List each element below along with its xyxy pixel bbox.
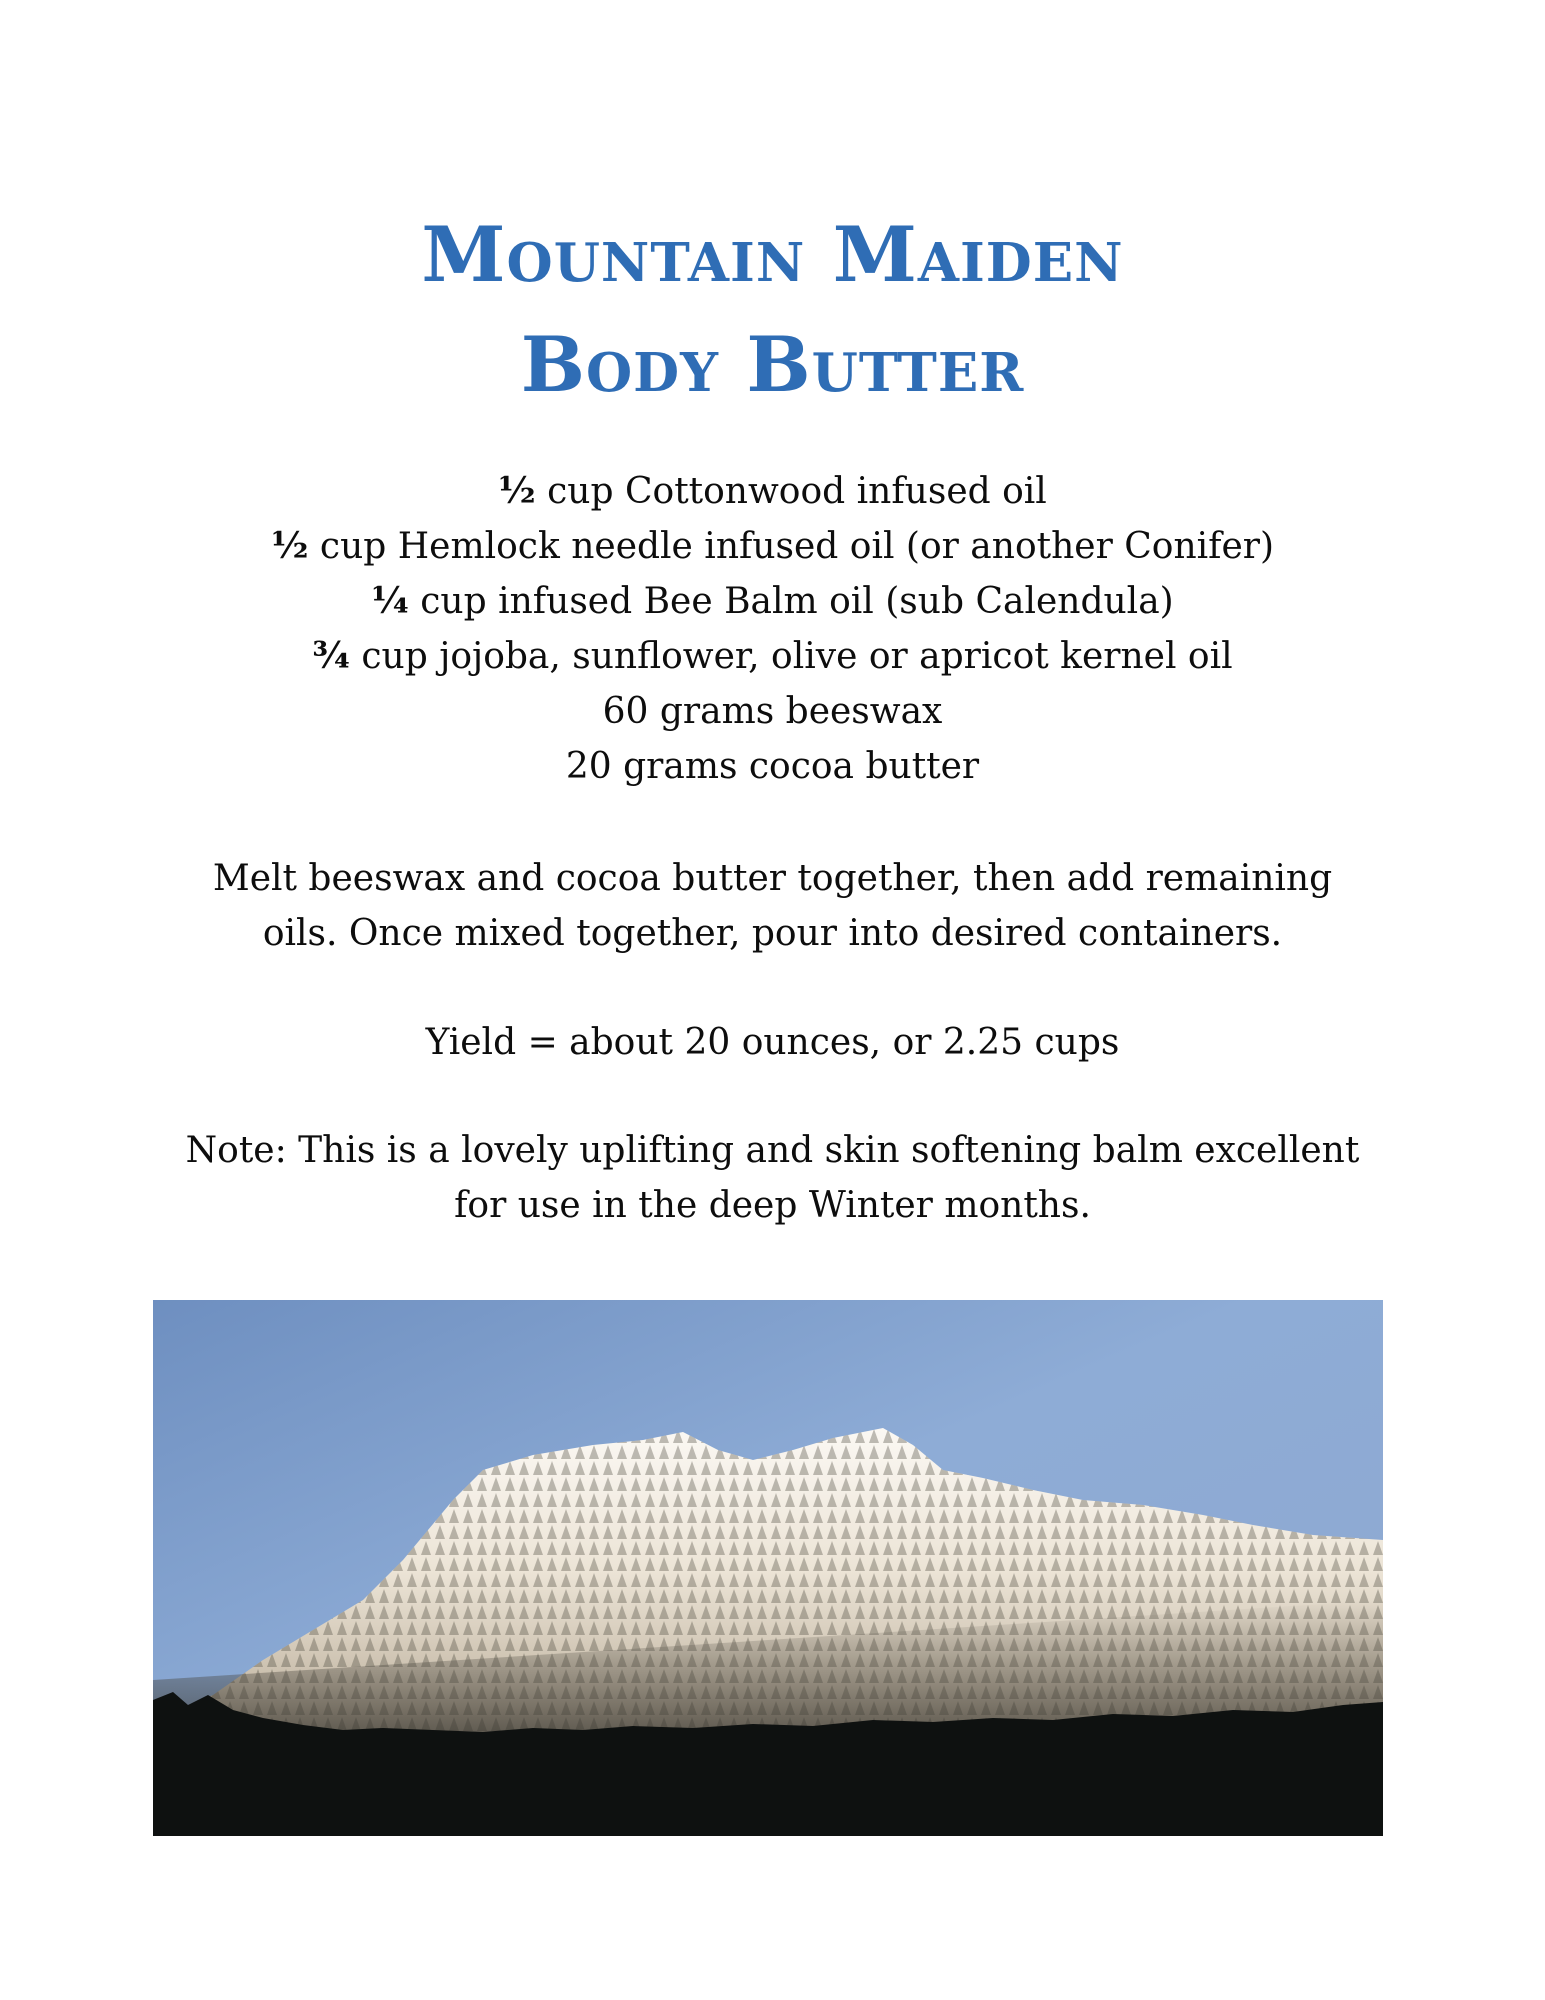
ingredient-text: 20 grams cocoa butter: [565, 746, 980, 787]
ingredient-amount: ½: [498, 470, 536, 512]
ingredient-amount: ¾: [312, 635, 350, 677]
snowy-mountain-photo: [153, 1300, 1383, 1836]
ingredient-amount: ½: [270, 525, 309, 567]
ingredient-item: [0, 464, 1545, 519]
note-paragraph: [90, 1123, 1455, 1233]
ingredient-text: cup Hemlock needle infused oil (or another Conifer): [308, 526, 1275, 567]
instructions-line-1: Melt beeswax and cocoa butter together, then add remaining: [212, 858, 1333, 899]
ingredient-item: [0, 629, 1545, 684]
recipe-title-line-1: Mountain Maiden: [421, 210, 1124, 299]
ingredient-item: [0, 684, 1545, 739]
ingredient-text: 60 grams beeswax: [602, 691, 943, 732]
recipe-title-line-2: Body Butter: [520, 320, 1025, 409]
note-line-2: for use in the deep Winter months.: [454, 1185, 1091, 1226]
ingredient-text: cup jojoba, sunflower, olive or apricot kernel oil: [349, 636, 1233, 677]
ingredient-text: cup Cottonwood infused oil: [535, 471, 1047, 512]
note-line-1: Note: This is a lovely uplifting and skin softening balm excellent: [185, 1130, 1360, 1171]
yield-line: Yield = about 20 ounces, or 2.25 cups: [425, 1022, 1120, 1063]
yield-text: [90, 1015, 1455, 1070]
ingredients-list: [0, 464, 1545, 794]
ingredient-item: [0, 519, 1545, 574]
ingredient-item: [0, 739, 1545, 794]
ingredient-text: cup infused Bee Balm oil (sub Calendula): [408, 581, 1174, 622]
ingredient-amount: ¼: [371, 580, 409, 622]
instructions-line-2: oils. Once mixed together, pour into desired containers.: [262, 913, 1283, 954]
ingredient-item: [0, 574, 1545, 629]
instructions-paragraph: [90, 851, 1455, 961]
